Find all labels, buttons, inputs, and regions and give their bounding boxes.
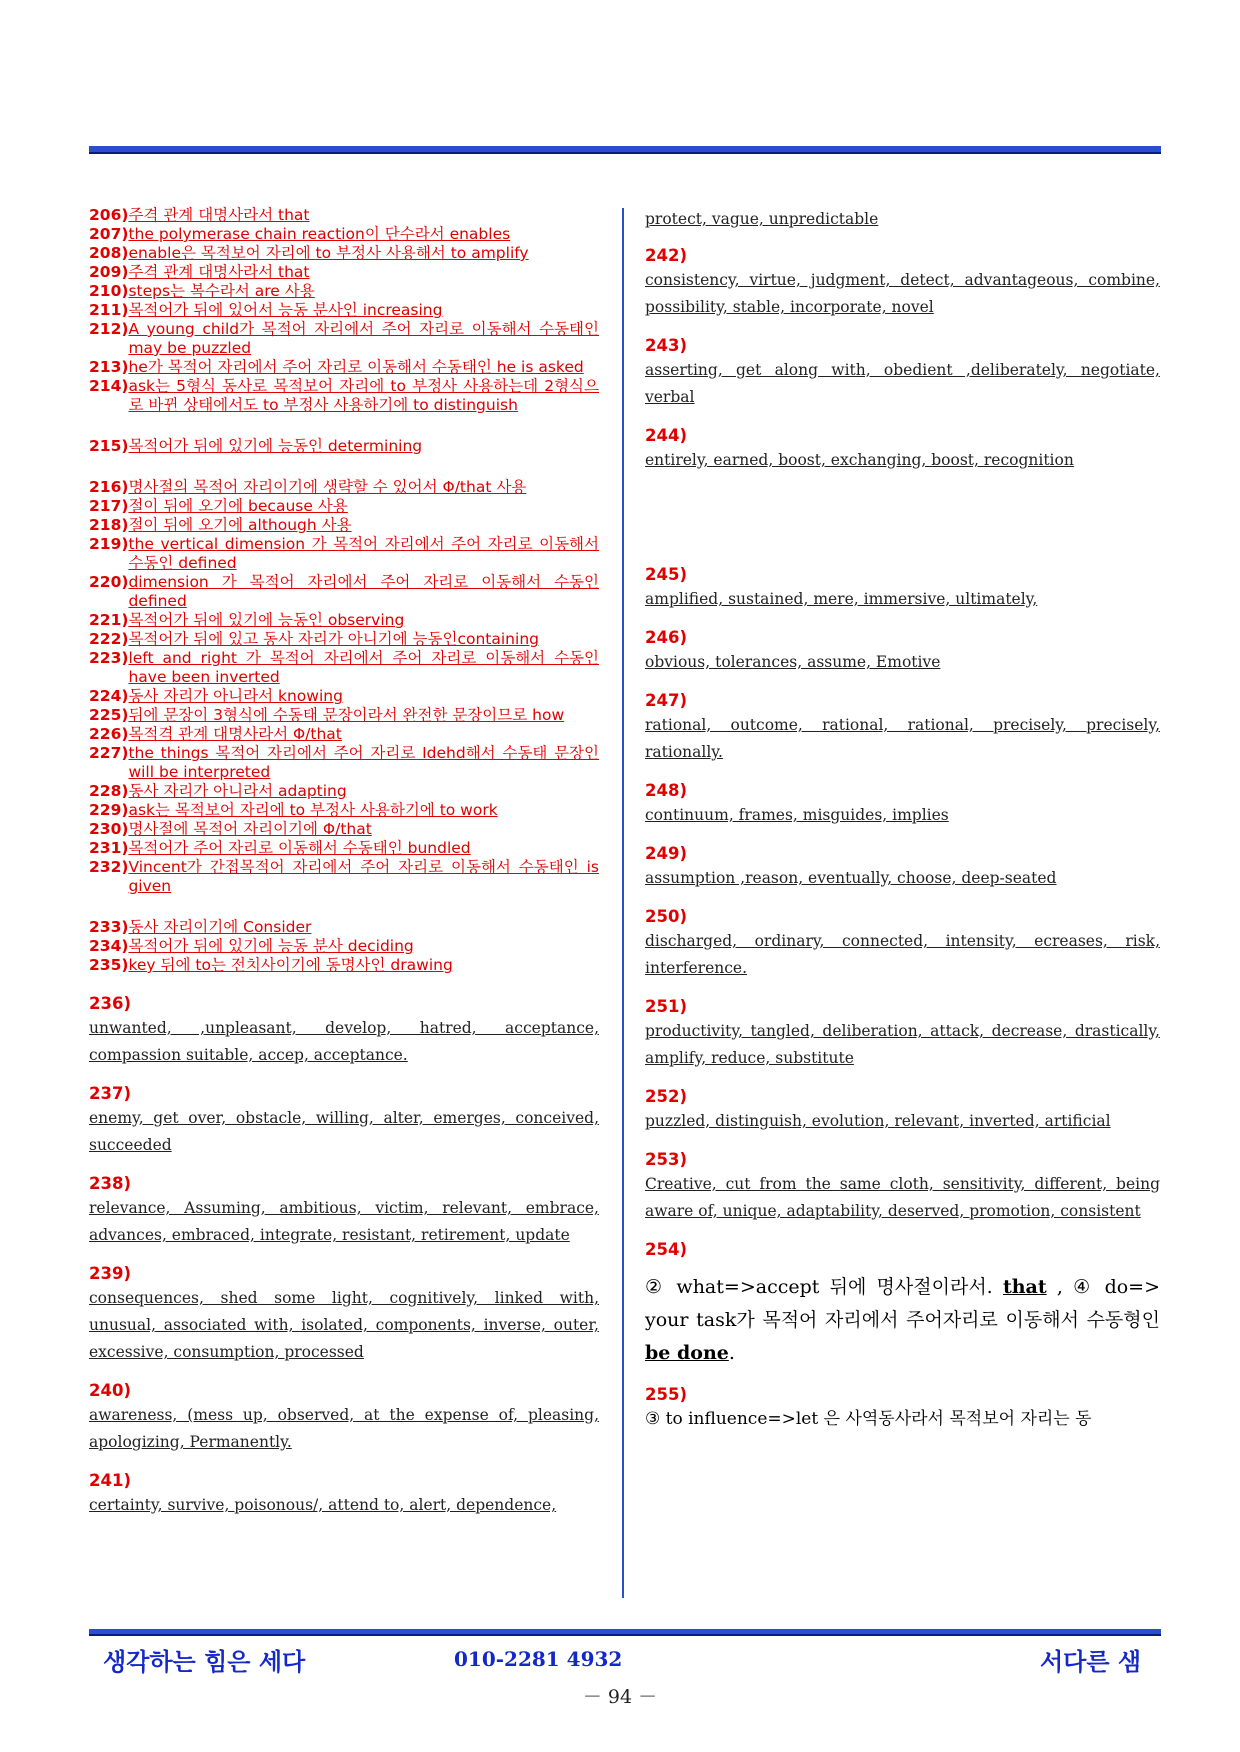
vocab-section: [645, 1149, 1160, 1225]
page-number: － 94 －: [582, 1686, 658, 1708]
section-text: discharged, ordinary, connected, intensity, ecreases, risk, interference.: [645, 932, 1160, 977]
spacer: [89, 456, 599, 478]
answer-item: [89, 706, 599, 725]
section-number: 254): [645, 1240, 687, 1259]
item-text: 목적격 관계 대명사라서 Φ/that: [128, 725, 342, 743]
item-text: A young child가 목적어 자리에서 주어 자리로 이동해서 수동태인 may be puzzled: [128, 320, 599, 357]
answer-item: [89, 516, 599, 535]
spacer: [89, 896, 599, 918]
answer-item: [89, 630, 599, 649]
answer-item: [89, 377, 599, 415]
answer-be-done: be done: [645, 1342, 729, 1364]
vocab-section: [645, 425, 1160, 474]
spacer: [89, 415, 599, 437]
answer-key-list: [89, 206, 599, 975]
item-text: key 뒤에 to는 전치사이기에 동명사인 drawing: [128, 956, 453, 974]
section-text: obvious, tolerances, assume, Emotive: [645, 653, 941, 671]
section-number: 248): [645, 781, 687, 800]
answer-item: [89, 801, 599, 820]
answer-item: [89, 858, 599, 896]
answer-item: [89, 244, 599, 263]
section-254: [645, 1239, 1160, 1370]
item-number: 208): [89, 244, 129, 262]
item-text: the things 목적어 자리에서 주어 자리로 Idehd해서 수동태 문장인 will be interpreted: [128, 744, 599, 781]
vocab-section: [89, 1083, 599, 1159]
footer-slogan: 생각하는 힘은 세다: [103, 1648, 306, 1676]
item-text: 절이 뒤에 오기에 although 사용: [128, 516, 352, 534]
section-text: unwanted, ,unpleasant, develop, hatred, acceptance, compassion suitable, accep, acceptance.: [89, 1019, 599, 1064]
item-number: 235): [89, 956, 129, 974]
item-text: enable은 목적보어 자리에 to 부정사 사용해서 to amplify: [128, 244, 529, 262]
section-number: 243): [645, 336, 687, 355]
item-text: Vincent가 간접목적어 자리에서 주어 자리로 이동해서 수동태인 is given: [128, 858, 599, 895]
section-254-text: ② what=>accept 뒤에 명사절이라서. that , ④ do=> your task가 목적어 자리에서 주어자리로 이동해서 수동형인 be done.: [645, 1276, 1161, 1364]
item-text: 목적어가 뒤에 있어서 능동 분사인 increasing: [128, 301, 443, 319]
item-text: 뒤에 문장이 3형식에 수동태 문장이라서 완전한 문장이므로 how: [128, 706, 565, 724]
vocab-section: [645, 627, 1160, 676]
section-number: 244): [645, 426, 687, 445]
vocab-section: [645, 564, 1160, 613]
item-text: 목적어가 뒤에 있기에 능동인 observing: [128, 611, 405, 629]
answer-item: [89, 611, 599, 630]
vocab-sections-left: [89, 993, 599, 1519]
section-255-text: ③ to influence=>let 은 사역동사라서 목적보어 자리는 동: [645, 1409, 1092, 1429]
answer-item: [89, 478, 599, 497]
answer-item: [89, 918, 599, 937]
section-text: relevance, Assuming, ambitious, victim, relevant, embrace, advances, embraced, integrate, resistant, retirement, update: [89, 1199, 599, 1244]
item-number: 221): [89, 611, 129, 629]
vocab-section: [645, 245, 1160, 321]
answer-item: [89, 649, 599, 687]
section-number: 236): [89, 994, 131, 1013]
section-number: 241): [89, 1471, 131, 1490]
answer-item: [89, 301, 599, 320]
item-text: 주격 관계 대명사라서 that: [128, 206, 310, 224]
item-text: 주격 관계 대명사라서 that: [128, 263, 310, 281]
answer-item: [89, 573, 599, 611]
item-number: 223): [89, 649, 129, 667]
answer-item: [89, 225, 599, 244]
section-text: rational, outcome, rational, rational, precisely, precisely, rationally.: [645, 716, 1160, 761]
item-number: 217): [89, 497, 129, 515]
item-text: the vertical dimension 가 목적어 자리에서 주어 자리로 이동해서 수동인 defined: [128, 535, 599, 572]
item-number: 228): [89, 782, 129, 800]
item-number: 232): [89, 858, 129, 876]
vocab-section: [645, 996, 1160, 1072]
answer-item: [89, 782, 599, 801]
item-number: 215): [89, 437, 129, 455]
item-text: 목적어가 뒤에 있기에 능동 분사 deciding: [128, 937, 414, 955]
item-number: 206): [89, 206, 129, 224]
item-text: 절이 뒤에 오기에 because 사용: [128, 497, 348, 515]
vocab-section: [89, 1173, 599, 1249]
answer-item: [89, 282, 599, 301]
item-number: 227): [89, 744, 129, 762]
item-number: 210): [89, 282, 129, 300]
item-number: 207): [89, 225, 129, 243]
item-number: 218): [89, 516, 129, 534]
answer-item: [89, 320, 599, 358]
answer-item: [89, 263, 599, 282]
item-number: 222): [89, 630, 129, 648]
item-number: 214): [89, 377, 129, 395]
section-number: 237): [89, 1084, 131, 1103]
vocab-section: [89, 1470, 599, 1519]
vocab-section: [89, 1263, 599, 1366]
item-number: 231): [89, 839, 129, 857]
item-text: dimension 가 목적어 자리에서 주어 자리로 이동해서 수동인 defined: [128, 573, 599, 610]
vocab-section: [645, 906, 1160, 982]
section-255: [645, 1384, 1160, 1433]
vocab-section: [645, 335, 1160, 411]
section-text: Creative, cut from the same cloth, sensitivity, different, being aware of, unique, adaptability, deserved, promotion, consistent: [645, 1175, 1160, 1220]
item-number: 213): [89, 358, 129, 376]
vocab-section: [645, 1086, 1160, 1135]
section-text: consequences, shed some light, cognitively, linked with, unusual, associated with, isolated, components, inverse, outer, excessive, consumption, processed: [89, 1289, 599, 1361]
section-number: 255): [645, 1385, 687, 1404]
footer-phone: 010-2281 4932: [454, 1647, 623, 1671]
section-text: assumption ,reason, eventually, choose, deep-seated: [645, 869, 1057, 887]
item-text: 목적어가 뒤에 있고 동사 자리가 아니기에 능동인containing: [128, 630, 539, 648]
item-text: 목적어가 주어 자리로 이동해서 수동태인 bundled: [128, 839, 471, 857]
item-text: 동사 자리가 아니라서 adapting: [128, 782, 347, 800]
answer-item: [89, 839, 599, 858]
item-number: 224): [89, 687, 129, 705]
item-number: 233): [89, 918, 129, 936]
item-text: the polymerase chain reaction이 단수라서 enables: [128, 225, 511, 243]
answer-item: [89, 687, 599, 706]
item-number: 230): [89, 820, 129, 838]
section-number: 245): [645, 565, 687, 584]
answer-item: [89, 358, 599, 377]
item-text: 명사절에 목적어 자리이기에 Φ/that: [128, 820, 372, 838]
continued-vocab-text: protect, vague, unpredictable: [645, 210, 879, 228]
answer-item: [89, 956, 599, 975]
vocab-sections-right: [645, 245, 1160, 1225]
item-text: 목적어가 뒤에 있기에 능동인 determining: [128, 437, 423, 455]
item-text: 명사절의 목적어 자리이기에 생략할 수 있어서 Φ/that 사용: [128, 478, 527, 496]
section-number: 247): [645, 691, 687, 710]
section-text: consistency, virtue, judgment, detect, advantageous, combine, possibility, stable, incorporate, novel: [645, 271, 1160, 316]
section-text: enemy, get over, obstacle, willing, alter, emerges, conceived, succeeded: [89, 1109, 599, 1154]
section-number: 239): [89, 1264, 131, 1283]
vocab-section: [645, 780, 1160, 829]
section-text: asserting, get along with, obedient ,deliberately, negotiate, verbal: [645, 361, 1160, 406]
answer-item: [89, 744, 599, 782]
footer-rule: [89, 1629, 1161, 1636]
item-number: 216): [89, 478, 129, 496]
section-number: 249): [645, 844, 687, 863]
item-number: 226): [89, 725, 129, 743]
footer-author: 서다른 샘: [1040, 1648, 1142, 1676]
answer-item: [89, 437, 599, 456]
item-text: 동사 자리가 아니라서 knowing: [128, 687, 343, 705]
answer-item: [89, 535, 599, 573]
answer-item: [89, 820, 599, 839]
item-number: 225): [89, 706, 129, 724]
section-text: puzzled, distinguish, evolution, relevant, inverted, artificial: [645, 1112, 1111, 1130]
item-text: ask는 목적보어 자리에 to 부정사 사용하기에 to work: [128, 801, 498, 819]
left-column: [89, 206, 599, 1519]
column-divider: [622, 208, 624, 1598]
item-text: ask는 5형식 동사로 목적보어 자리에 to 부정사 사용하는데 2형식으로 바뀐 상태에서도 to 부정사 사용하기에 to distinguish: [128, 377, 599, 414]
section-text: continuum, frames, misguides, implies: [645, 806, 949, 824]
item-number: 209): [89, 263, 129, 281]
vocab-section: [89, 1380, 599, 1456]
section-number: 242): [645, 246, 687, 265]
item-number: 212): [89, 320, 129, 338]
vocab-section: [645, 843, 1160, 892]
item-number: 229): [89, 801, 129, 819]
item-text: steps는 복수라서 are 사용: [128, 282, 315, 300]
vocab-section: [645, 690, 1160, 766]
right-column: [645, 206, 1160, 1433]
section-number: 250): [645, 907, 687, 926]
item-number: 211): [89, 301, 129, 319]
section-text: amplified, sustained, mere, immersive, ultimately,: [645, 590, 1038, 608]
section-number: 253): [645, 1150, 687, 1169]
section-text: certainty, survive, poisonous/, attend to, alert, dependence,: [89, 1496, 557, 1514]
answer-item: [89, 725, 599, 744]
answer-that: that: [1002, 1276, 1047, 1298]
item-number: 220): [89, 573, 129, 591]
header-rule: [89, 146, 1161, 154]
item-text: he가 목적어 자리에서 주어 자리로 이동해서 수동태인 he is asked: [128, 358, 584, 376]
vocab-section: [89, 993, 599, 1069]
answer-item: [89, 937, 599, 956]
item-text: left and right 가 목적어 자리에서 주어 자리로 이동해서 수동인 have been inverted: [128, 649, 599, 686]
answer-item: [89, 206, 599, 225]
section-text: entirely, earned, boost, exchanging, boost, recognition: [645, 451, 1074, 469]
section-number: 252): [645, 1087, 687, 1106]
answer-item: [89, 497, 599, 516]
item-number: 219): [89, 535, 129, 553]
section-number: 238): [89, 1174, 131, 1193]
section-number: 240): [89, 1381, 131, 1400]
section-number: 246): [645, 628, 687, 647]
section-number: 251): [645, 997, 687, 1016]
section-text: awareness, (mess up, observed, at the expense of, pleasing, apologizing, Permanently.: [89, 1406, 599, 1451]
section-text: productivity, tangled, deliberation, attack, decrease, drastically, amplify, reduce, substitute: [645, 1022, 1160, 1067]
item-number: 234): [89, 937, 129, 955]
item-text: 동사 자리이기에 Consider: [128, 918, 312, 936]
